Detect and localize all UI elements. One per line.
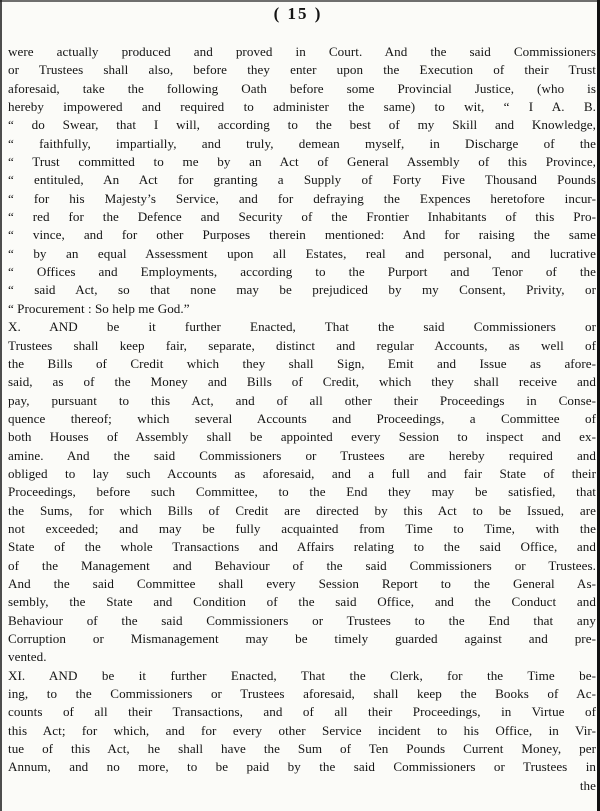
text-line: counts of all their Transactions, and of all their Proceedings, in Virtue of bbox=[8, 704, 596, 720]
text-line: or Trustees shall also, before they enter upon the Execution of their Trust bbox=[8, 62, 596, 78]
text-line: not exceeded; and may be fully acquainted from Time to Time, with the bbox=[8, 520, 596, 536]
body-text bbox=[8, 43, 596, 795]
text-line: “ by an equal Assessment upon all Estates, real and personal, and lucrative bbox=[8, 245, 596, 261]
text-line: “ Offices and Employments, according to the Purport and Tenor of the bbox=[8, 264, 596, 280]
text-line: tue of this Act, he shall have the Sum of Ten Pounds Current Money, per bbox=[8, 741, 596, 757]
section-heading-line: XI. AND be it further Enacted, That the Clerk, for the Time be- bbox=[8, 667, 596, 683]
text-line: And the said Committee shall every Session Report to the General As- bbox=[8, 575, 596, 591]
text-line: this Act; for which, and for every other Service incident to his Office, in Vir- bbox=[8, 722, 596, 738]
text-line: both Houses of Assembly shall be appointed every Session to inspect and ex- bbox=[8, 429, 596, 445]
text-line: “ entituled, An Act for granting a Supply of Forty Five Thousand Pounds bbox=[8, 172, 596, 188]
text-line: “ Trust committed to me by an Act of General Assembly of this Province, bbox=[8, 154, 596, 170]
text-line: quence thereof; which several Accounts and Proceedings, a Committee of bbox=[8, 410, 596, 426]
text-line: hereby impowered and required to administer the same) to wit, “ I A. B. bbox=[8, 99, 596, 115]
scan-left-edge bbox=[0, 0, 2, 811]
scan-top-edge bbox=[0, 0, 600, 2]
text-line: the Sums, for which Bills of Credit are directed by this Act to be Issued, are bbox=[8, 502, 596, 518]
text-line: of the Management and Behaviour of the said Commissioners or Trustees. bbox=[8, 557, 596, 573]
text-line: obliged to lay such Accounts as aforesaid, and a full and fair State of their bbox=[8, 465, 596, 481]
text-line: “ said Act, so that none may be prejudiced by my Consent, Privity, or bbox=[8, 282, 596, 298]
text-line: vented. bbox=[8, 649, 47, 665]
text-line: the Bills of Credit which they shall Sign, Emit and Issue as afore- bbox=[8, 355, 596, 371]
text-line: “ vince, and for other Purposes therein mentioned: And for raising the same bbox=[8, 227, 596, 243]
text-line: “ Procurement : So help me God.” bbox=[8, 300, 190, 316]
text-line: Proceedings, before such Committee, to the End they may be satisfied, that bbox=[8, 484, 596, 500]
text-line: Behaviour of the said Commissioners or Trustees to the End that any bbox=[8, 612, 596, 628]
text-line: sembly, the State and Condition of the said Office, and the Conduct and bbox=[8, 594, 596, 610]
text-line: “ for his Majesty’s Service, and for defraying the Expences heretofore incur- bbox=[8, 190, 596, 206]
text-line: ing, to the Commissioners or Trustees aforesaid, shall keep the Books of Ac- bbox=[8, 686, 596, 702]
text-line: pay, pursuant to this Act, and of all other their Proceedings in Conse- bbox=[8, 392, 596, 408]
text-line: “ red for the Defence and Security of the Frontier Inhabitants of this Pro- bbox=[8, 209, 596, 225]
text-line: were actually produced and proved in Court. And the said Commissioners bbox=[8, 44, 596, 59]
text-line: “ do Swear, that I will, according to the best of my Skill and Knowledge, bbox=[8, 117, 596, 133]
text-line: “ faithfully, impartially, and truly, demean myself, in Discharge of the bbox=[8, 135, 596, 151]
text-line: aforesaid, take the following Oath before some Provincial Justice, (who is bbox=[8, 80, 596, 96]
text-line: said, as of the Money and Bills of Credit, which they shall receive and bbox=[8, 374, 596, 390]
text-line: amine. And the said Commissioners or Trustees are hereby required and bbox=[8, 447, 596, 463]
text-line: State of the whole Transactions and Affairs relating to the said Office, and bbox=[8, 539, 596, 555]
catchword: the bbox=[579, 777, 596, 793]
text-line: Corruption or Mismanagement may be timely guarded against and pre- bbox=[8, 631, 596, 646]
section-heading-line: X. AND be it further Enacted, That the said Commissioners or bbox=[8, 319, 596, 335]
text-line: Trustees shall keep fair, separate, distinct and regular Accounts, as well of bbox=[8, 337, 596, 353]
page-number: ( 15 ) bbox=[273, 4, 323, 23]
text-line: Annum, and no more, to be paid by the said Commissioners or Trustees in bbox=[8, 759, 596, 775]
